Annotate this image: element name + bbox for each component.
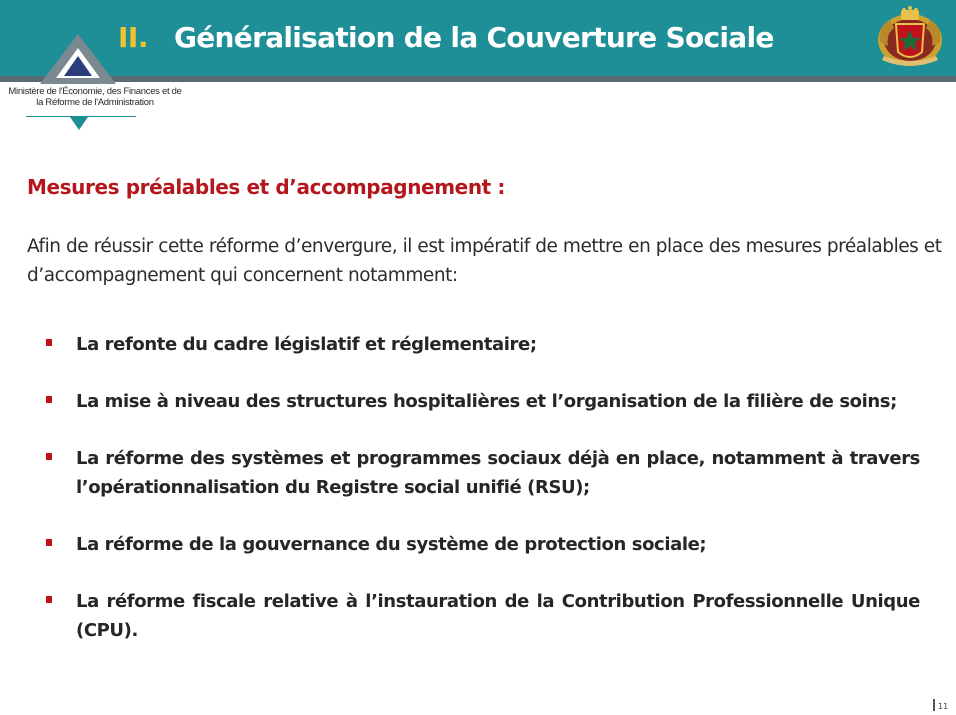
bullet-icon xyxy=(46,453,52,460)
slide-title xyxy=(118,14,774,60)
section-number: II. xyxy=(118,20,148,54)
bullet-icon xyxy=(46,339,52,346)
list-item-text: La réforme de la gouvernance du système de protection sociale; xyxy=(76,534,707,555)
section-heading: Mesures préalables et d’accompagnement : xyxy=(27,175,505,199)
list-item-text: La refonte du cadre législatif et réglementaire; xyxy=(76,334,537,355)
bullet-icon xyxy=(46,396,52,403)
page-number: 11 xyxy=(938,702,949,711)
intro-paragraph: Afin de réussir cette réforme d’envergure, il est impératif de mettre en place des mesures préalables et d’accompagnement qui concernent notamment: xyxy=(27,236,942,286)
page-number-divider xyxy=(933,699,935,711)
header-divider xyxy=(0,76,956,82)
list-item xyxy=(46,587,920,645)
list-item-text: La réforme fiscale relative à l’instauration de la Contribution Professionnelle Unique (CPU). xyxy=(76,591,920,641)
list-item-text: La mise à niveau des structures hospitalières et l’organisation de la filière de soins; xyxy=(76,391,897,412)
list-item xyxy=(46,387,920,416)
bullet-icon xyxy=(46,596,52,603)
list-item xyxy=(46,330,920,359)
page-title: Généralisation de la Couverture Sociale xyxy=(173,20,774,54)
ministry-name xyxy=(0,86,190,108)
list-item xyxy=(46,530,920,559)
list-item-text: La réforme des systèmes et programmes sociaux déjà en place, notamment à travers l’opérationnalisation du Registre social unifié (RSU); xyxy=(76,448,920,498)
ministry-name-line2: la Réforme de l'Administration xyxy=(36,97,154,108)
logo-arrow-icon xyxy=(70,117,88,130)
list-item xyxy=(46,444,920,502)
ministry-logo-icon xyxy=(40,34,116,84)
coat-of-arms-icon xyxy=(874,2,946,72)
measures-list xyxy=(46,330,920,645)
bullet-icon xyxy=(46,539,52,546)
ministry-name-line1: Ministère de l'Économie, des Finances et de xyxy=(8,86,182,97)
